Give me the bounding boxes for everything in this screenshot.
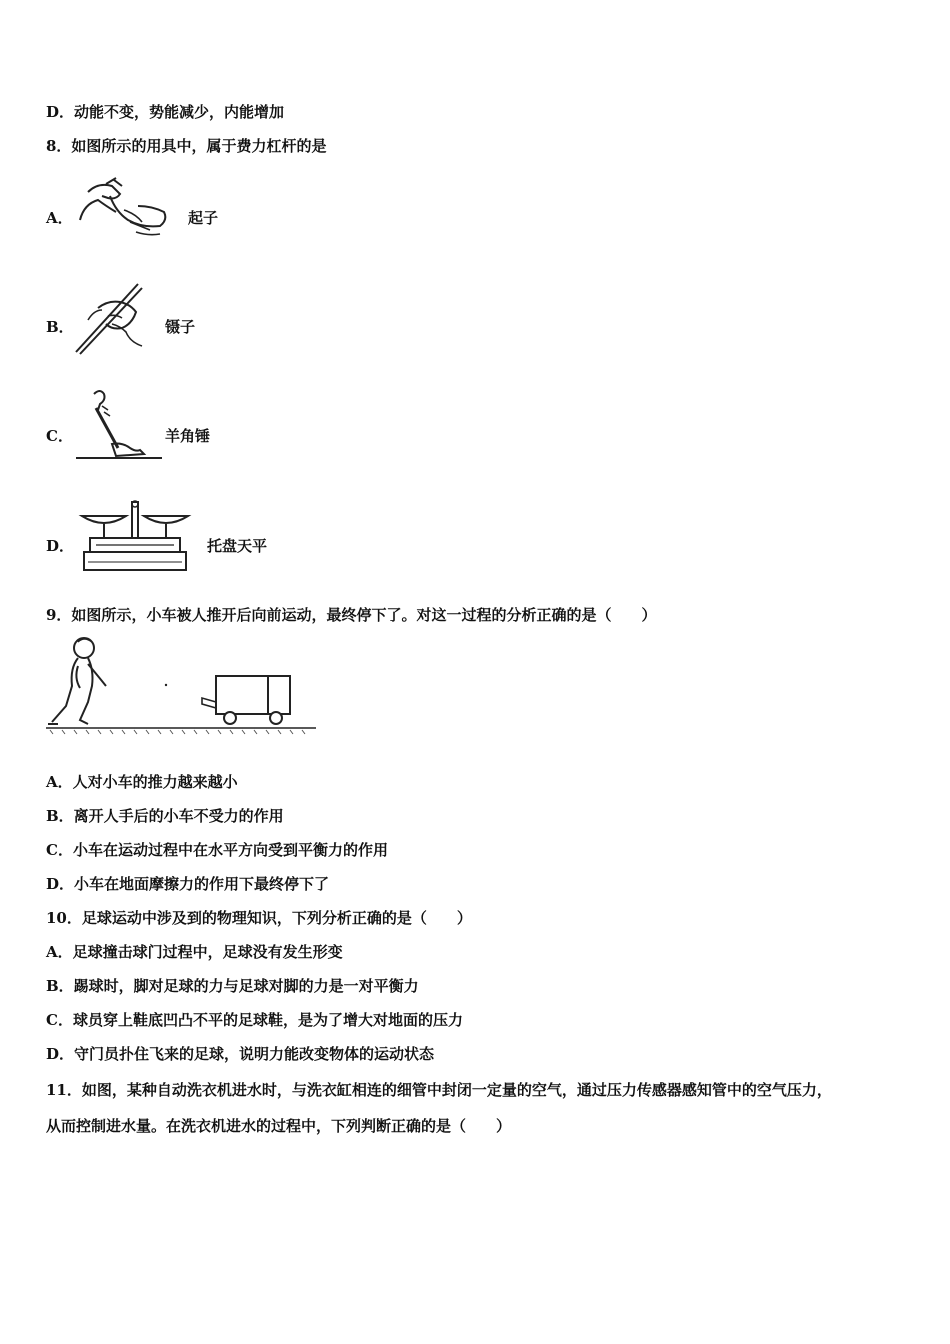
q8-option-a-name: 起子 — [188, 209, 219, 227]
tweezers-icon — [68, 280, 158, 360]
q9-option-d: D．小车在地面摩擦力的作用下最终停下了 — [46, 875, 330, 893]
q8-option-a-label: A． — [46, 209, 73, 227]
q11-stem-line-1: 11．如图，某种自动洗衣机进水时，与洗衣缸相连的细管中封闭一定量的空气，通过压力传感器感知管中的空气压力， — [46, 1081, 832, 1099]
q11-stem-line-2: 从而控制进水量。在洗衣机进水的过程中，下列判断正确的是（ ） — [46, 1117, 512, 1135]
q10-option-b: B．踢球时，脚对足球的力与足球对脚的力是一对平衡力 — [46, 977, 419, 995]
q8-option-d-name: 托盘天平 — [207, 537, 268, 555]
q10-option-a: A．足球撞击球门过程中，足球没有发生形变 — [46, 943, 343, 961]
claw-hammer-icon — [74, 386, 164, 464]
bottle-opener-icon — [76, 176, 176, 246]
q10-stem: 10．足球运动中涉及到的物理知识，下列分析正确的是（ ） — [46, 909, 472, 927]
q8-option-c-name: 羊角锤 — [165, 427, 211, 445]
q9-option-a: A．人对小车的推力越来越小 — [46, 773, 238, 791]
balance-scale-icon — [76, 500, 192, 576]
person-pushing-cart-figure — [44, 632, 320, 738]
q8-option-d-label: D． — [46, 537, 75, 555]
q9-stem: 9．如图所示，小车被人推开后向前运动，最终停下了。对这一过程的分析正确的是（ ） — [46, 606, 657, 624]
q10-option-d: D．守门员扑住飞来的足球，说明力能改变物体的运动状态 — [46, 1045, 435, 1063]
q9-option-c: C．小车在运动过程中在水平方向受到平衡力的作用 — [46, 841, 388, 859]
q10-option-c: C．球员穿上鞋底凹凸不平的足球鞋，是为了增大对地面的压力 — [46, 1011, 463, 1029]
q9-option-b: B．离开人手后的小车不受力的作用 — [46, 807, 284, 825]
q8-stem: 8．如图所示的用具中，属于费力杠杆的是 — [46, 137, 327, 155]
q8-option-b-name: 镊子 — [165, 318, 196, 336]
q7-option-d: D．动能不变，势能减少，内能增加 — [46, 103, 285, 121]
q8-option-c-label: C． — [46, 427, 73, 445]
q8-option-b-label: B． — [46, 318, 74, 336]
